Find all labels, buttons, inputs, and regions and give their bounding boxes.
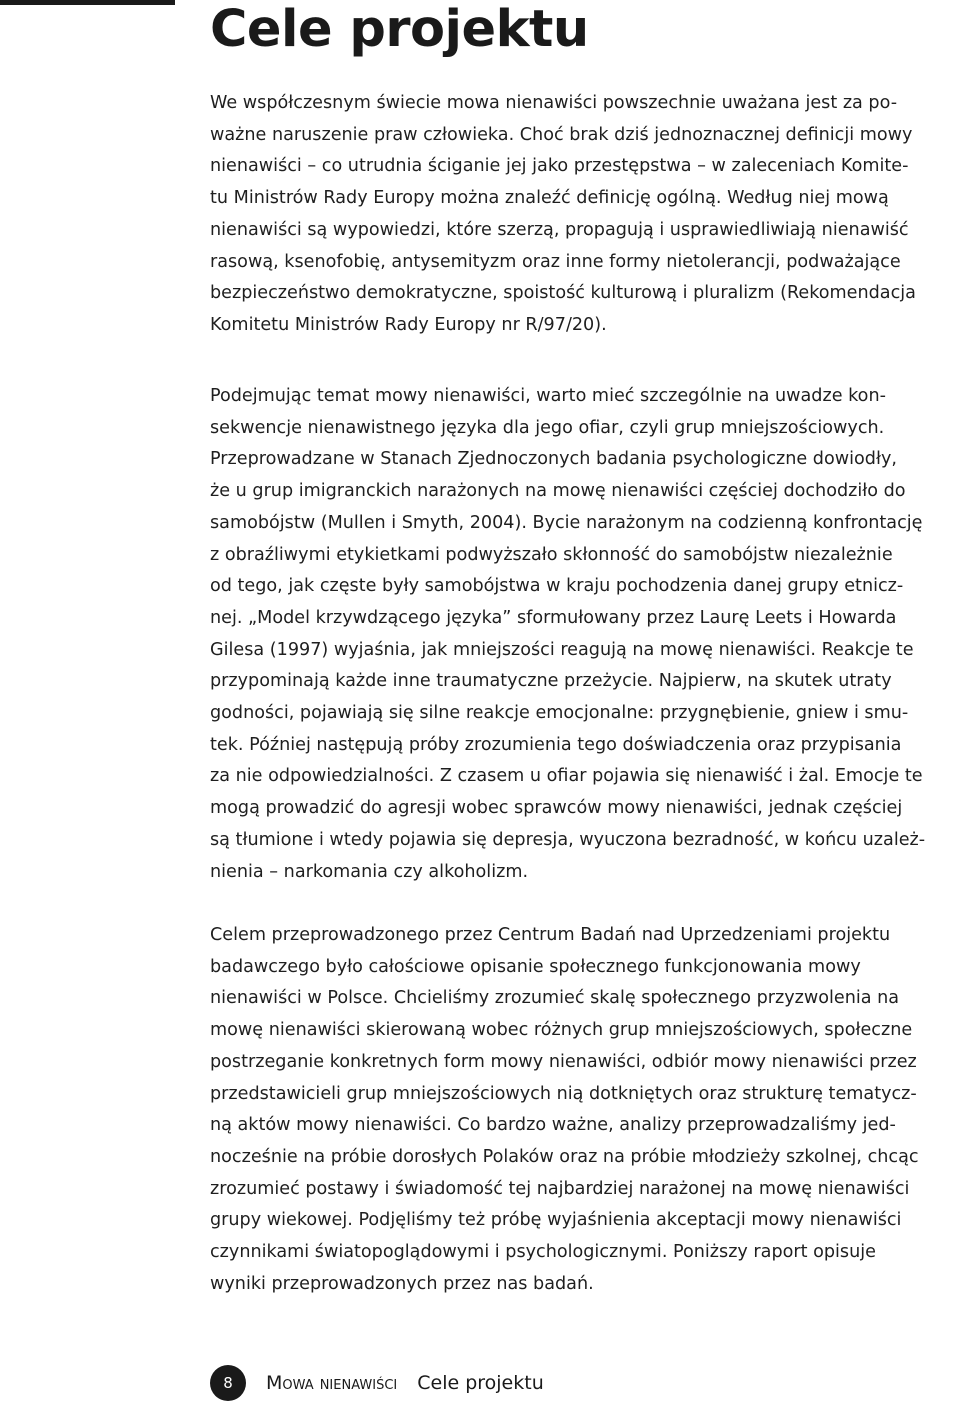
page-title: Cele projektu <box>210 0 589 59</box>
text-line: czynnikami światopoglądowymi i psychologicznymi. Poniższy raport opisuje <box>210 1242 876 1263</box>
text-line: godności, pojawiają się silne reakcje emocjonalne: przygnębienie, gniew i smu- <box>210 703 909 724</box>
text-line: tek. Później następują próby zrozumienia tego doświadczenia oraz przypisania <box>210 734 902 755</box>
paragraph-2 <box>210 381 953 888</box>
text-line: z obraźliwymi etykietkami podwyższało skłonność do samobójstw niezależnie <box>210 544 893 565</box>
text-line: samobójstw (Mullen i Smyth, 2004). Bycie narażonym na codzienną konfrontację <box>210 512 923 533</box>
text-line: nienawiści – co utrudnia ściganie jej jako przestępstwa – w zaleceniach Komite- <box>210 156 909 177</box>
text-line: We współczesnym świecie mowa nienawiści powszechnie uważana jest za po- <box>210 93 898 113</box>
text-line: przypominają każde inne traumatyczne przeżycie. Najpierw, na skutek utraty <box>210 671 892 692</box>
text-line: ważne naruszenie praw człowieka. Choć brak dziś jednoznacznej definicji mowy <box>210 124 913 145</box>
text-line: od tego, jak częste były samobójstwa w kraju pochodzenia danej grupy etnicz- <box>210 576 904 597</box>
text-line: sekwencje nienawistnego języka dla jego ofiar, czyli grup mniejszościowych. <box>210 417 885 438</box>
text-line: za nie odpowiedzialności. Z czasem u ofiar pojawia się nienawiść i żal. Emocje te <box>210 766 923 787</box>
text-line: mogą prowadzić do agresji wobec sprawców mowy nienawiści, jednak częściej <box>210 798 903 819</box>
text-line: Gilesa (1997) wyjaśnia, jak mniejszości reagują na mowę nienawiści. Reakcje te <box>210 639 914 660</box>
page-footer <box>210 1364 544 1402</box>
text-line: grupy wiekowej. Podjęliśmy też próbę wyjaśnienia akceptacji mowy nienawiści <box>210 1210 902 1231</box>
text-line: rasową, ksenofobię, antysemityzm oraz inne formy nietolerancji, podważające <box>210 251 901 272</box>
text-line: Celem przeprowadzonego przez Centrum Badań nad Uprzedzeniami projektu <box>210 925 891 945</box>
paragraph-3 <box>210 920 953 1300</box>
text-line: nej. „Model krzywdzącego języka” sformułowany przez Laurę Leets i Howarda <box>210 607 897 628</box>
paragraph-1 <box>210 88 953 342</box>
text-line: nocześnie na próbie dorosłych Polaków oraz na próbie młodzieży szkolnej, chcąc <box>210 1146 919 1167</box>
text-line: Komitetu Ministrów Rady Europy nr R/97/20). <box>210 314 607 335</box>
text-line: nienia – narkomania czy alkoholizm. <box>210 861 529 882</box>
footer-section-title: Cele projektu <box>417 1372 544 1394</box>
page-number-badge: 8 <box>210 1365 246 1401</box>
text-line: ną aktów mowy nienawiści. Co bardzo ważne, analizy przeprowadzaliśmy jed- <box>210 1115 896 1136</box>
text-line: nienawiści w Polsce. Chcieliśmy zrozumieć skalę społecznego przyzwolenia na <box>210 988 900 1009</box>
text-line: nienawiści są wypowiedzi, które szerzą, propagują i usprawiedliwiają nienawiść <box>210 219 909 240</box>
text-line: bezpieczeństwo demokratyczne, spoistość kulturową i pluralizm (Rekomendacja <box>210 283 916 304</box>
text-line: Podejmując temat mowy nienawiści, warto mieć szczególnie na uwadze kon- <box>210 386 886 406</box>
text-line: zrozumieć postawy i świadomość tej najbardziej narażonej na mowę nienawiści <box>210 1178 910 1199</box>
text-line: mowę nienawiści skierowaną wobec różnych grup mniejszościowych, społeczne <box>210 1020 913 1041</box>
text-line: postrzeganie konkretnych form mowy nienawiści, odbiór mowy nienawiści przez <box>210 1051 917 1072</box>
text-line: że u grup imigranckich narażonych na mowę nienawiści częściej dochodziło do <box>210 481 906 502</box>
text-line: tu Ministrów Rady Europy można znaleźć definicję ogólną. Według niej mową <box>210 188 889 209</box>
top-rule <box>0 0 175 5</box>
footer-document-title: Mowa nienawiści <box>266 1372 398 1394</box>
text-line: przedstawicieli grup mniejszościowych nią dotkniętych oraz strukturę tematycz- <box>210 1083 917 1104</box>
text-line: Przeprowadzane w Stanach Zjednoczonych badania psychologiczne dowiodły, <box>210 449 897 470</box>
text-line: wyniki przeprowadzonych przez nas badań. <box>210 1273 594 1294</box>
text-line: badawczego było całościowe opisanie społecznego funkcjonowania mowy <box>210 956 861 977</box>
text-line: są tłumione i wtedy pojawia się depresja, wyuczona bezradność, w końcu uzależ- <box>210 829 926 850</box>
